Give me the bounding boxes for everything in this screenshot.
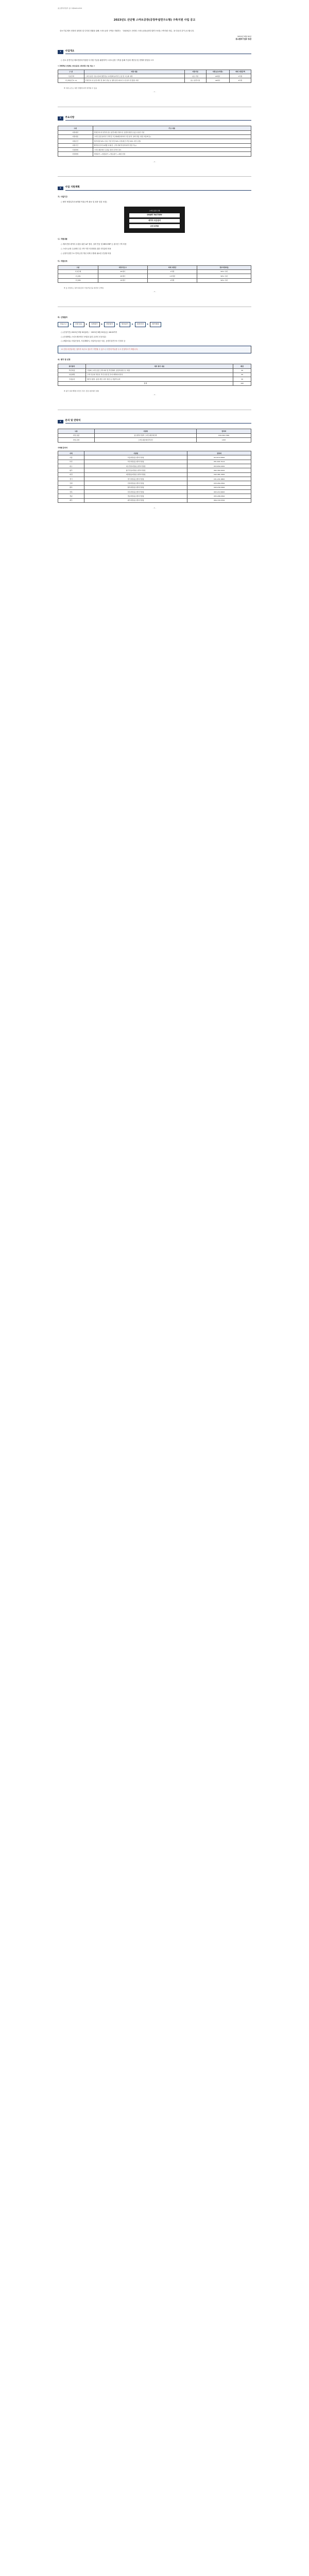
table-row bbox=[58, 134, 251, 139]
scale-header-cell: 구분 bbox=[58, 265, 98, 269]
table-cell: 1억원 bbox=[147, 269, 197, 274]
table-cell: 경기지방중소벤처기업청 bbox=[84, 477, 187, 481]
table-cell: 경남지방중소벤처기업청 bbox=[84, 494, 187, 498]
table-row bbox=[58, 152, 251, 156]
section-4-title: 문의 및 연락처 bbox=[65, 419, 251, 424]
section-3-heading bbox=[58, 186, 251, 191]
arrow-right-icon: ▶ bbox=[147, 323, 149, 326]
table-cell: 강원지방중소벤처기업청 bbox=[84, 481, 187, 485]
poster-strip: 데이터 수집·분석 bbox=[129, 219, 180, 223]
table-cell: 대구 bbox=[58, 464, 84, 468]
table-cell: 충북 bbox=[58, 485, 84, 489]
table-cell: 중소벤처기업부 스마트제조혁신과 bbox=[94, 433, 197, 437]
table-row bbox=[58, 455, 251, 460]
table-cell: 신청방법 bbox=[58, 148, 93, 152]
total-label: 합계 bbox=[58, 381, 233, 385]
section-4-number: 4 bbox=[58, 420, 63, 423]
smart-factory-poster bbox=[124, 207, 185, 233]
table-row bbox=[58, 485, 251, 489]
table-cell: 광주전남지방중소벤처기업청 bbox=[84, 468, 187, 472]
key-points-header bbox=[58, 126, 251, 130]
procedure-flow bbox=[58, 322, 251, 327]
section-3-title: 사업 지원계획 bbox=[65, 186, 251, 191]
table-cell: 사업 총괄 bbox=[58, 433, 95, 437]
evaluation-note: ※ 평가 결과 60점 미만인 경우 선정 대상에서 제외 bbox=[64, 390, 99, 392]
contact-header bbox=[58, 429, 251, 433]
page-number: - 3 - bbox=[153, 291, 156, 293]
table-cell: 40 bbox=[233, 372, 251, 377]
summary-header-cell: 지원 내용 bbox=[84, 70, 184, 74]
poster-strip: 공정 최적화 bbox=[129, 224, 180, 228]
scale-table-header bbox=[58, 265, 251, 269]
table-row bbox=[58, 274, 251, 278]
issuer-block bbox=[58, 36, 251, 41]
table-cell: 20개사 bbox=[206, 74, 229, 78]
support-item: ○ 제조현장 데이터 수집을 위한 IoT 센서, 설비 연동 및 MES·ERP 등 솔루션 구축 비용 bbox=[61, 243, 127, 245]
page-number: - 1 - bbox=[153, 91, 156, 93]
table-cell: 스마트제조혁신 포털을 통한 온라인 접수 bbox=[93, 148, 251, 152]
regional-table bbox=[58, 451, 251, 503]
subsection-period: 가. 사업기간 bbox=[58, 195, 67, 198]
procedure-step: 현장평가 bbox=[104, 322, 115, 327]
table-cell: 스마트제조혁신추진단 bbox=[94, 438, 197, 442]
section-3-number: 3 bbox=[58, 187, 63, 190]
scale-header-cell: 지원기업 수 bbox=[98, 265, 147, 269]
summary-header-cell: 지원기업 bbox=[184, 70, 206, 74]
procedure-step: 최종선정 bbox=[135, 322, 146, 327]
table-cell: 50% 이내 bbox=[197, 278, 251, 282]
poster-strip: SMART FACTORY bbox=[129, 213, 180, 217]
summary-caption: < 2023년 산단형 스마트공장 구축지원 사업 개요 > bbox=[58, 65, 95, 67]
document-number: 중소벤처기업부 공고 제2023-0733 bbox=[58, 7, 82, 9]
table-cell: 055-268-2500 bbox=[187, 494, 251, 498]
table-cell: 02-2110-6300 bbox=[187, 455, 251, 460]
table-cell: 대전 bbox=[58, 472, 84, 477]
table-row bbox=[58, 433, 251, 437]
table-cell: 전북지방중소벤처기업청 bbox=[84, 490, 187, 494]
summary-table bbox=[58, 70, 251, 83]
table-cell: 스마트공장 기초수준의 생산정보 디지털화 솔루션 도입 및 고도화 지원 bbox=[84, 74, 184, 78]
table-cell: 15개사 bbox=[98, 278, 147, 282]
evaluation-header bbox=[58, 364, 251, 368]
section-1-number: 1 bbox=[58, 50, 63, 54]
table-cell: 지원대상 bbox=[58, 130, 93, 134]
table-cell: 부산 bbox=[58, 460, 84, 464]
table-cell: 충북지방중소벤처기업청 bbox=[84, 485, 187, 489]
regional-caption: 지역별 문의처 bbox=[58, 446, 68, 449]
section-1-note: ※ 지원 규모는 예산 상황에 따라 변경될 수 있음 bbox=[64, 87, 97, 89]
table-cell: 30 bbox=[233, 377, 251, 381]
table-row bbox=[58, 377, 251, 381]
table-cell: 강원 bbox=[58, 481, 84, 485]
table-cell: 서울지방중소벤처기업청 bbox=[84, 455, 187, 460]
table-row bbox=[58, 490, 251, 494]
scale-header-cell: 정부지원비율 bbox=[197, 265, 251, 269]
procedure-step: 발표평가 bbox=[119, 322, 130, 327]
document-date: 2023년 5월 30일 bbox=[237, 35, 251, 38]
key-points-table bbox=[58, 126, 251, 156]
procedure-step: 신청·접수 bbox=[73, 322, 84, 327]
table-cell: 051-601-5114 bbox=[187, 460, 251, 464]
contact-header-cell: 기관명 bbox=[94, 429, 197, 433]
support-item: ○ 스마트공장 수준확인 및 구축 이후 안정화를 위한 사후관리 비용 bbox=[61, 247, 111, 250]
table-cell: 2억원 bbox=[229, 78, 251, 82]
table-cell: 고도화1 bbox=[58, 274, 98, 278]
contact-header-cell: 연락처 bbox=[197, 429, 251, 433]
arrow-right-icon: ▶ bbox=[132, 323, 133, 326]
scale-header-cell: 최대 지원금 bbox=[147, 265, 197, 269]
evaluation-header-cell: 세부 평가 내용 bbox=[85, 364, 233, 368]
table-cell: 기초단계 bbox=[58, 74, 84, 78]
table-row bbox=[58, 464, 251, 468]
table-cell: 정부지원 50% 이내, 기업 부담 50% 이상(현금 부담 20% 이상 포함) bbox=[93, 139, 251, 143]
regional-header-cell: 연락처 bbox=[187, 451, 251, 455]
page-number: - 4 - bbox=[153, 394, 156, 396]
procedure-item: ○ (신청방법) 스마트제조혁신 포털을 통한 온라인 신청·접수 bbox=[61, 335, 107, 338]
procedure-step: 서면평가 bbox=[89, 322, 100, 327]
table-cell: 30 bbox=[233, 368, 251, 372]
page-number: - 2 - bbox=[153, 160, 156, 163]
table-cell: 제주지방중소벤처기업청 bbox=[84, 498, 187, 502]
section-2-heading bbox=[58, 116, 251, 121]
table-row bbox=[58, 460, 251, 464]
table-cell: 2억원 bbox=[147, 278, 197, 282]
table-cell: 대전충남지방중소벤처기업청 bbox=[84, 472, 187, 477]
regional-header-cell: 지역 bbox=[58, 451, 84, 455]
evaluation-header-cell: 배점 bbox=[233, 364, 251, 368]
table-cell: 053-659-2200 bbox=[187, 464, 251, 468]
table-cell: 기초단계 bbox=[58, 269, 98, 274]
document-intro: 중소기업 제조 현장의 첨단화 및 디지털 전환을 위해 스마트공장 구축을 지원하는 「2023년도 산단형 스마트공장(공장부설연구소형) 구축지원 사업」을 다음과 같이 공고합니다. bbox=[60, 29, 195, 32]
table-cell: 063-210-6400 bbox=[187, 490, 251, 494]
table-cell: 044-204-7000 bbox=[197, 433, 251, 437]
table-cell: 1.5억원 bbox=[147, 274, 197, 278]
table-cell: 062-360-9100 bbox=[187, 468, 251, 472]
table-cell: 서울 bbox=[58, 455, 84, 460]
table-cell: 기업의 스마트공장 구축 의지 및 추진체계, 공장부설연구소 역량 bbox=[85, 368, 233, 372]
total-value: 100 bbox=[233, 381, 251, 385]
procedure-item: ○ (제출서류) 사업신청서, 사업계획서, 사업자등록증 사본, 공장부설연구소 인정서 등 bbox=[61, 340, 126, 343]
table-cell: 20개사 bbox=[98, 269, 147, 274]
table-cell: 생산성 향상, 품질 개선, 원가 절감 등 정량적 효과 bbox=[85, 377, 233, 381]
arrow-right-icon: ▶ bbox=[101, 323, 103, 326]
table-cell: 031-201-6800 bbox=[187, 477, 251, 481]
table-cell: 042-481-4300 bbox=[187, 472, 251, 477]
support-item: ○ 공장부설연구소 연계 공정 개선 과제 수행에 필요한 컨설팅 비용 bbox=[61, 252, 111, 255]
table-cell: 제주 bbox=[58, 498, 84, 502]
table-cell: 사업계획 bbox=[58, 372, 86, 377]
table-cell: 지원기간 bbox=[58, 143, 93, 147]
table-cell: 경남 bbox=[58, 494, 84, 498]
period-text: ○ 협약 체결일부터 6개월 이내(구축 완료 및 최종 점검 포함) bbox=[61, 200, 107, 203]
section-1-purpose: ○ 중소·중견기업 제조현장에 적합한 디지털 기술을 활용하여 스마트공장 구축을 통해 기업의 생산성 및 경쟁력 향상을 도모 bbox=[61, 59, 154, 62]
scale-note: ※ 총 사업비는 정부지원금과 기업부담금을 합산한 금액임 bbox=[64, 286, 104, 289]
table-row bbox=[58, 74, 251, 78]
subsection-procedure: 라. 신청절차 bbox=[58, 316, 67, 318]
evaluation-header-cell: 평가항목 bbox=[58, 364, 86, 368]
table-cell: 50% 이내 bbox=[197, 274, 251, 278]
table-cell: 043-230-5300 bbox=[187, 485, 251, 489]
summary-table-header bbox=[58, 70, 251, 74]
table-cell: 구축 목표의 적정성, 추진 일정 및 투자 계획의 타당성 bbox=[85, 372, 233, 377]
summary-header-cell: 구 분 bbox=[58, 70, 84, 74]
table-row bbox=[58, 498, 251, 502]
table-row bbox=[58, 278, 251, 282]
regional-table-body bbox=[58, 455, 251, 503]
table-cell: 고도화2 bbox=[58, 278, 98, 282]
regional-header bbox=[58, 451, 251, 455]
table-row bbox=[58, 78, 251, 82]
table-cell: 1억원 bbox=[229, 74, 251, 78]
table-cell: 중소·중견기업 bbox=[184, 78, 206, 82]
table-row bbox=[58, 139, 251, 143]
arrow-right-icon: ▶ bbox=[85, 323, 88, 326]
table-cell: 서면평가 → 현장평가 → 발표평가 → 최종 선정 bbox=[93, 152, 251, 156]
table-row bbox=[58, 143, 251, 147]
table-cell: 25개사 bbox=[98, 274, 147, 278]
poster-label: 스마트공장 구축 bbox=[149, 209, 160, 212]
section-1-heading bbox=[58, 50, 251, 55]
table-cell: 고도화(중간1~2) bbox=[58, 78, 84, 82]
subsection-scale: 다. 지원규모 bbox=[58, 260, 67, 262]
arrow-right-icon: ▶ bbox=[116, 323, 118, 326]
arrow-right-icon: ▶ bbox=[70, 323, 72, 326]
scale-table bbox=[58, 265, 251, 283]
section-2-title: 주요사항 bbox=[65, 116, 251, 121]
table-cell: 부산지방중소벤처기업청 bbox=[84, 460, 187, 464]
table-cell: 중소기업 bbox=[184, 74, 206, 78]
regional-header-cell: 기관명 bbox=[84, 451, 187, 455]
notice-box bbox=[58, 346, 251, 353]
table-row bbox=[58, 472, 251, 477]
table-cell: 기대효과 bbox=[58, 377, 86, 381]
summary-header-cell: 지원규모(억원) bbox=[206, 70, 229, 74]
table-cell: 협약일로부터 6개월 이내(단, 구축 과제 특성에 따라 연장 가능) bbox=[93, 143, 251, 147]
contact-table bbox=[58, 429, 251, 442]
procedure-step: 사업공고 bbox=[58, 322, 68, 327]
table-cell: 산업단지 내 공정 개선 및 설비 연동 등 생산공정 데이터 수집·분석 및 활용 지원 bbox=[84, 78, 184, 82]
table-cell: 50% 이내 bbox=[197, 269, 251, 274]
table-row bbox=[58, 494, 251, 498]
table-cell: 광주 bbox=[58, 468, 84, 472]
table-cell: 033-260-2500 bbox=[187, 481, 251, 485]
table-cell: 지원조건 bbox=[58, 139, 93, 143]
table-row bbox=[58, 130, 251, 134]
table-row bbox=[58, 148, 251, 152]
table-row bbox=[58, 269, 251, 274]
key-points-header-cell: 주요 내용 bbox=[93, 126, 251, 130]
section-4-heading bbox=[58, 419, 251, 424]
table-cell: 지원내용 bbox=[58, 134, 93, 139]
table-row bbox=[58, 372, 251, 377]
table-cell: 40개사 bbox=[206, 78, 229, 82]
subsection-support: 나. 지원내용 bbox=[58, 238, 67, 240]
summary-header-cell: 최대 지원금액 bbox=[229, 70, 251, 74]
document-title: 2023년도 산단형 스마트공장(공장부설연구소형) 구축지원 사업 공고 bbox=[113, 19, 196, 22]
table-cell: 1357 bbox=[197, 438, 251, 442]
table-cell: 선정방법 bbox=[58, 152, 93, 156]
table-total-row bbox=[58, 381, 251, 385]
section-2-number: 2 bbox=[58, 116, 63, 120]
table-cell: 스마트공장 솔루션 구축 및 고도화(제조데이터 수집·분석, 설비 연동, 현장 자동화 등) bbox=[93, 134, 251, 139]
issuer-name: 중소벤처기업부 장관 bbox=[235, 38, 251, 40]
procedure-step: 협약체결 bbox=[150, 322, 161, 327]
table-row bbox=[58, 468, 251, 472]
table-cell: 추진역량 bbox=[58, 368, 86, 372]
table-cell: 064-720-5700 bbox=[187, 498, 251, 502]
table-row bbox=[58, 481, 251, 485]
key-points-header-cell: 구분 bbox=[58, 126, 93, 130]
page-divider bbox=[58, 176, 251, 177]
page-number: - 5 - bbox=[153, 507, 156, 510]
table-cell: 경기 bbox=[58, 477, 84, 481]
table-row bbox=[58, 477, 251, 481]
contact-header-cell: 구분 bbox=[58, 429, 95, 433]
document-page bbox=[0, 0, 309, 521]
notice-text: ※ 신청 마감일에는 접속자 폭주로 접수가 지연될 수 있으니 사전에 여유를 두고 신청하시기 바랍니다. bbox=[61, 348, 138, 351]
table-cell: 산업단지 내 입주한 중소·중견 제조기업으로 공장부설연구소를 보유한 기업 bbox=[93, 130, 251, 134]
table-cell: 대구경북지방중소벤처기업청 bbox=[84, 464, 187, 468]
table-row bbox=[58, 438, 251, 442]
section-1-title: 사업개요 bbox=[65, 50, 251, 55]
subsection-evaluation: 마. 평가 및 선정 bbox=[58, 359, 71, 361]
table-cell: 전북 bbox=[58, 490, 84, 494]
table-row bbox=[58, 368, 251, 372]
evaluation-table bbox=[58, 364, 251, 386]
procedure-item: ○ (신청기간) 2023년 5월 30일(화) ~ 2023년 6월 30일(금) 18:00까지 bbox=[61, 331, 117, 333]
table-cell: 사업 운영 bbox=[58, 438, 95, 442]
